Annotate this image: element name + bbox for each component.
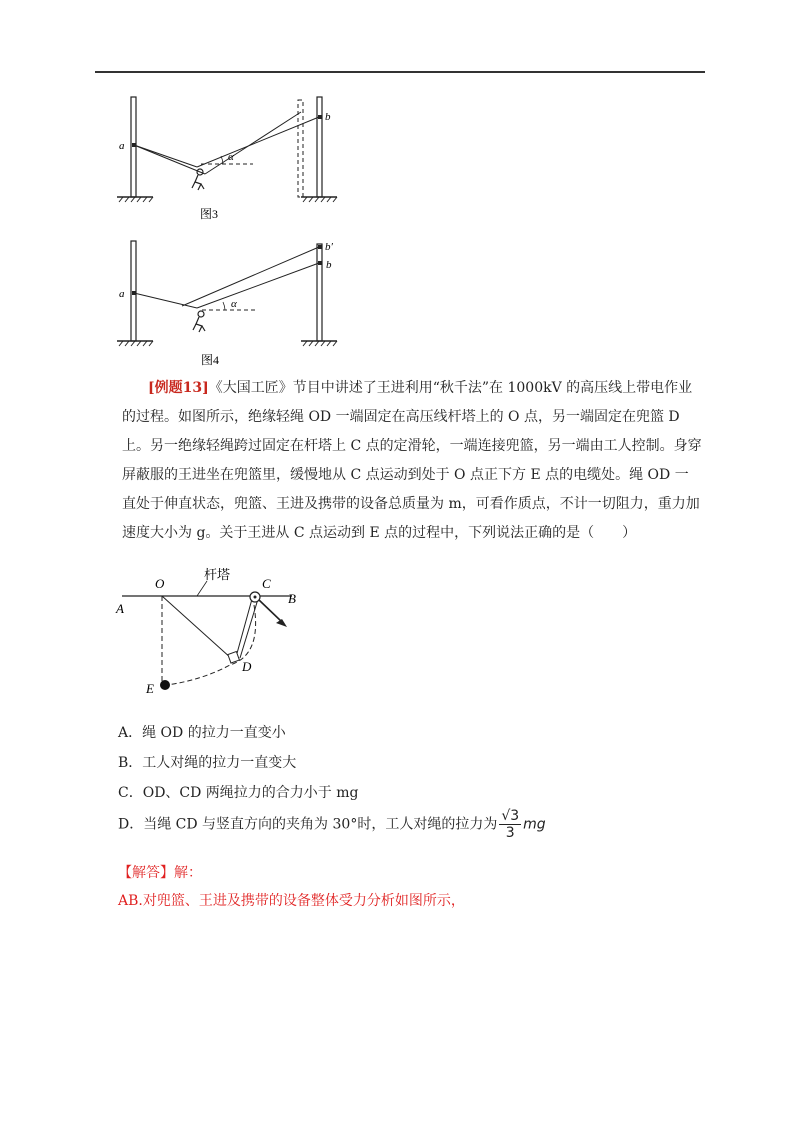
question-paragraph — [122, 374, 702, 548]
fig4-label-b: b — [326, 259, 332, 271]
fig4-label-a: a — [119, 288, 125, 300]
answer-heading: 【解答】解： — [118, 865, 202, 881]
fig5-label-A: A — [116, 601, 124, 616]
fig5-label-tower: 杆塔 — [204, 567, 231, 582]
fig3-caption: 图3 — [200, 207, 219, 221]
option-b: B．工人对绳的拉力一直变大 — [118, 755, 297, 771]
figure-tower — [112, 565, 312, 700]
fig5-label-C: C — [262, 576, 271, 591]
fig5-label-E: E — [146, 681, 154, 696]
option-d — [118, 808, 546, 841]
question-tag: [例题13] — [148, 380, 209, 396]
fig3-label-b: b — [325, 111, 331, 123]
fig5-label-O: O — [155, 576, 165, 591]
worker-figure — [192, 169, 204, 190]
fig5-label-D: D — [242, 659, 252, 674]
option-a: A．绳 OD 的拉力一直变小 — [118, 725, 286, 741]
question-body: 《大国工匠》节目中讲述了王进利用“秋千法”在 1000kV 的高压线上带电作业的过程。如图所示，绝缘轻绳 OD 一端固定在高压线杆塔上的 O 点，另一端固定在兜篮 D 上。另一绝缘轻绳跨过固定在杆塔上 C 点的定滑轮，一端连接兜篮，另一端由工人控制。身穿屏蔽服的王进坐在兜篮里，缓慢地从 C 点运动到处于 O 点正下方 E 点的电缆处。绳 OD 一直处于伸直状态，兜篮、王进及携带的设备总质量为 m，可看作质点，不计一切阻力，重力加速度大小为 g。关于王进从 C 点运动到 E 点的过程中，下列说法正确的是（ ） — [122, 380, 702, 541]
fraction-denominator: 3 — [505, 825, 515, 841]
header-rule — [95, 71, 705, 73]
option-d-unit: mg — [523, 816, 546, 833]
option-d-text: D．当绳 CD 与竖直方向的夹角为 30°时，工人对绳的拉力为 — [118, 816, 498, 833]
fig4-caption: 图4 — [201, 353, 220, 367]
fig4-label-alpha: α — [231, 298, 237, 310]
answer-line-1: AB.对兜篮、王进及携带的设备整体受力分析如图所示， — [118, 893, 465, 909]
worker-figure — [193, 311, 205, 332]
fig5-label-B: B — [288, 591, 296, 606]
fraction-numerator: √3 — [501, 808, 520, 824]
option-c: C．OD、CD 两绳拉力的合力小于 mg — [118, 785, 359, 801]
option-d-fraction — [499, 808, 521, 841]
fig3-label-a: a — [119, 140, 125, 152]
figure-3 — [105, 92, 355, 222]
figure-4 — [105, 236, 365, 370]
fig4-label-bprime: b′ — [325, 241, 333, 253]
fig3-label-alpha: α — [228, 151, 234, 163]
